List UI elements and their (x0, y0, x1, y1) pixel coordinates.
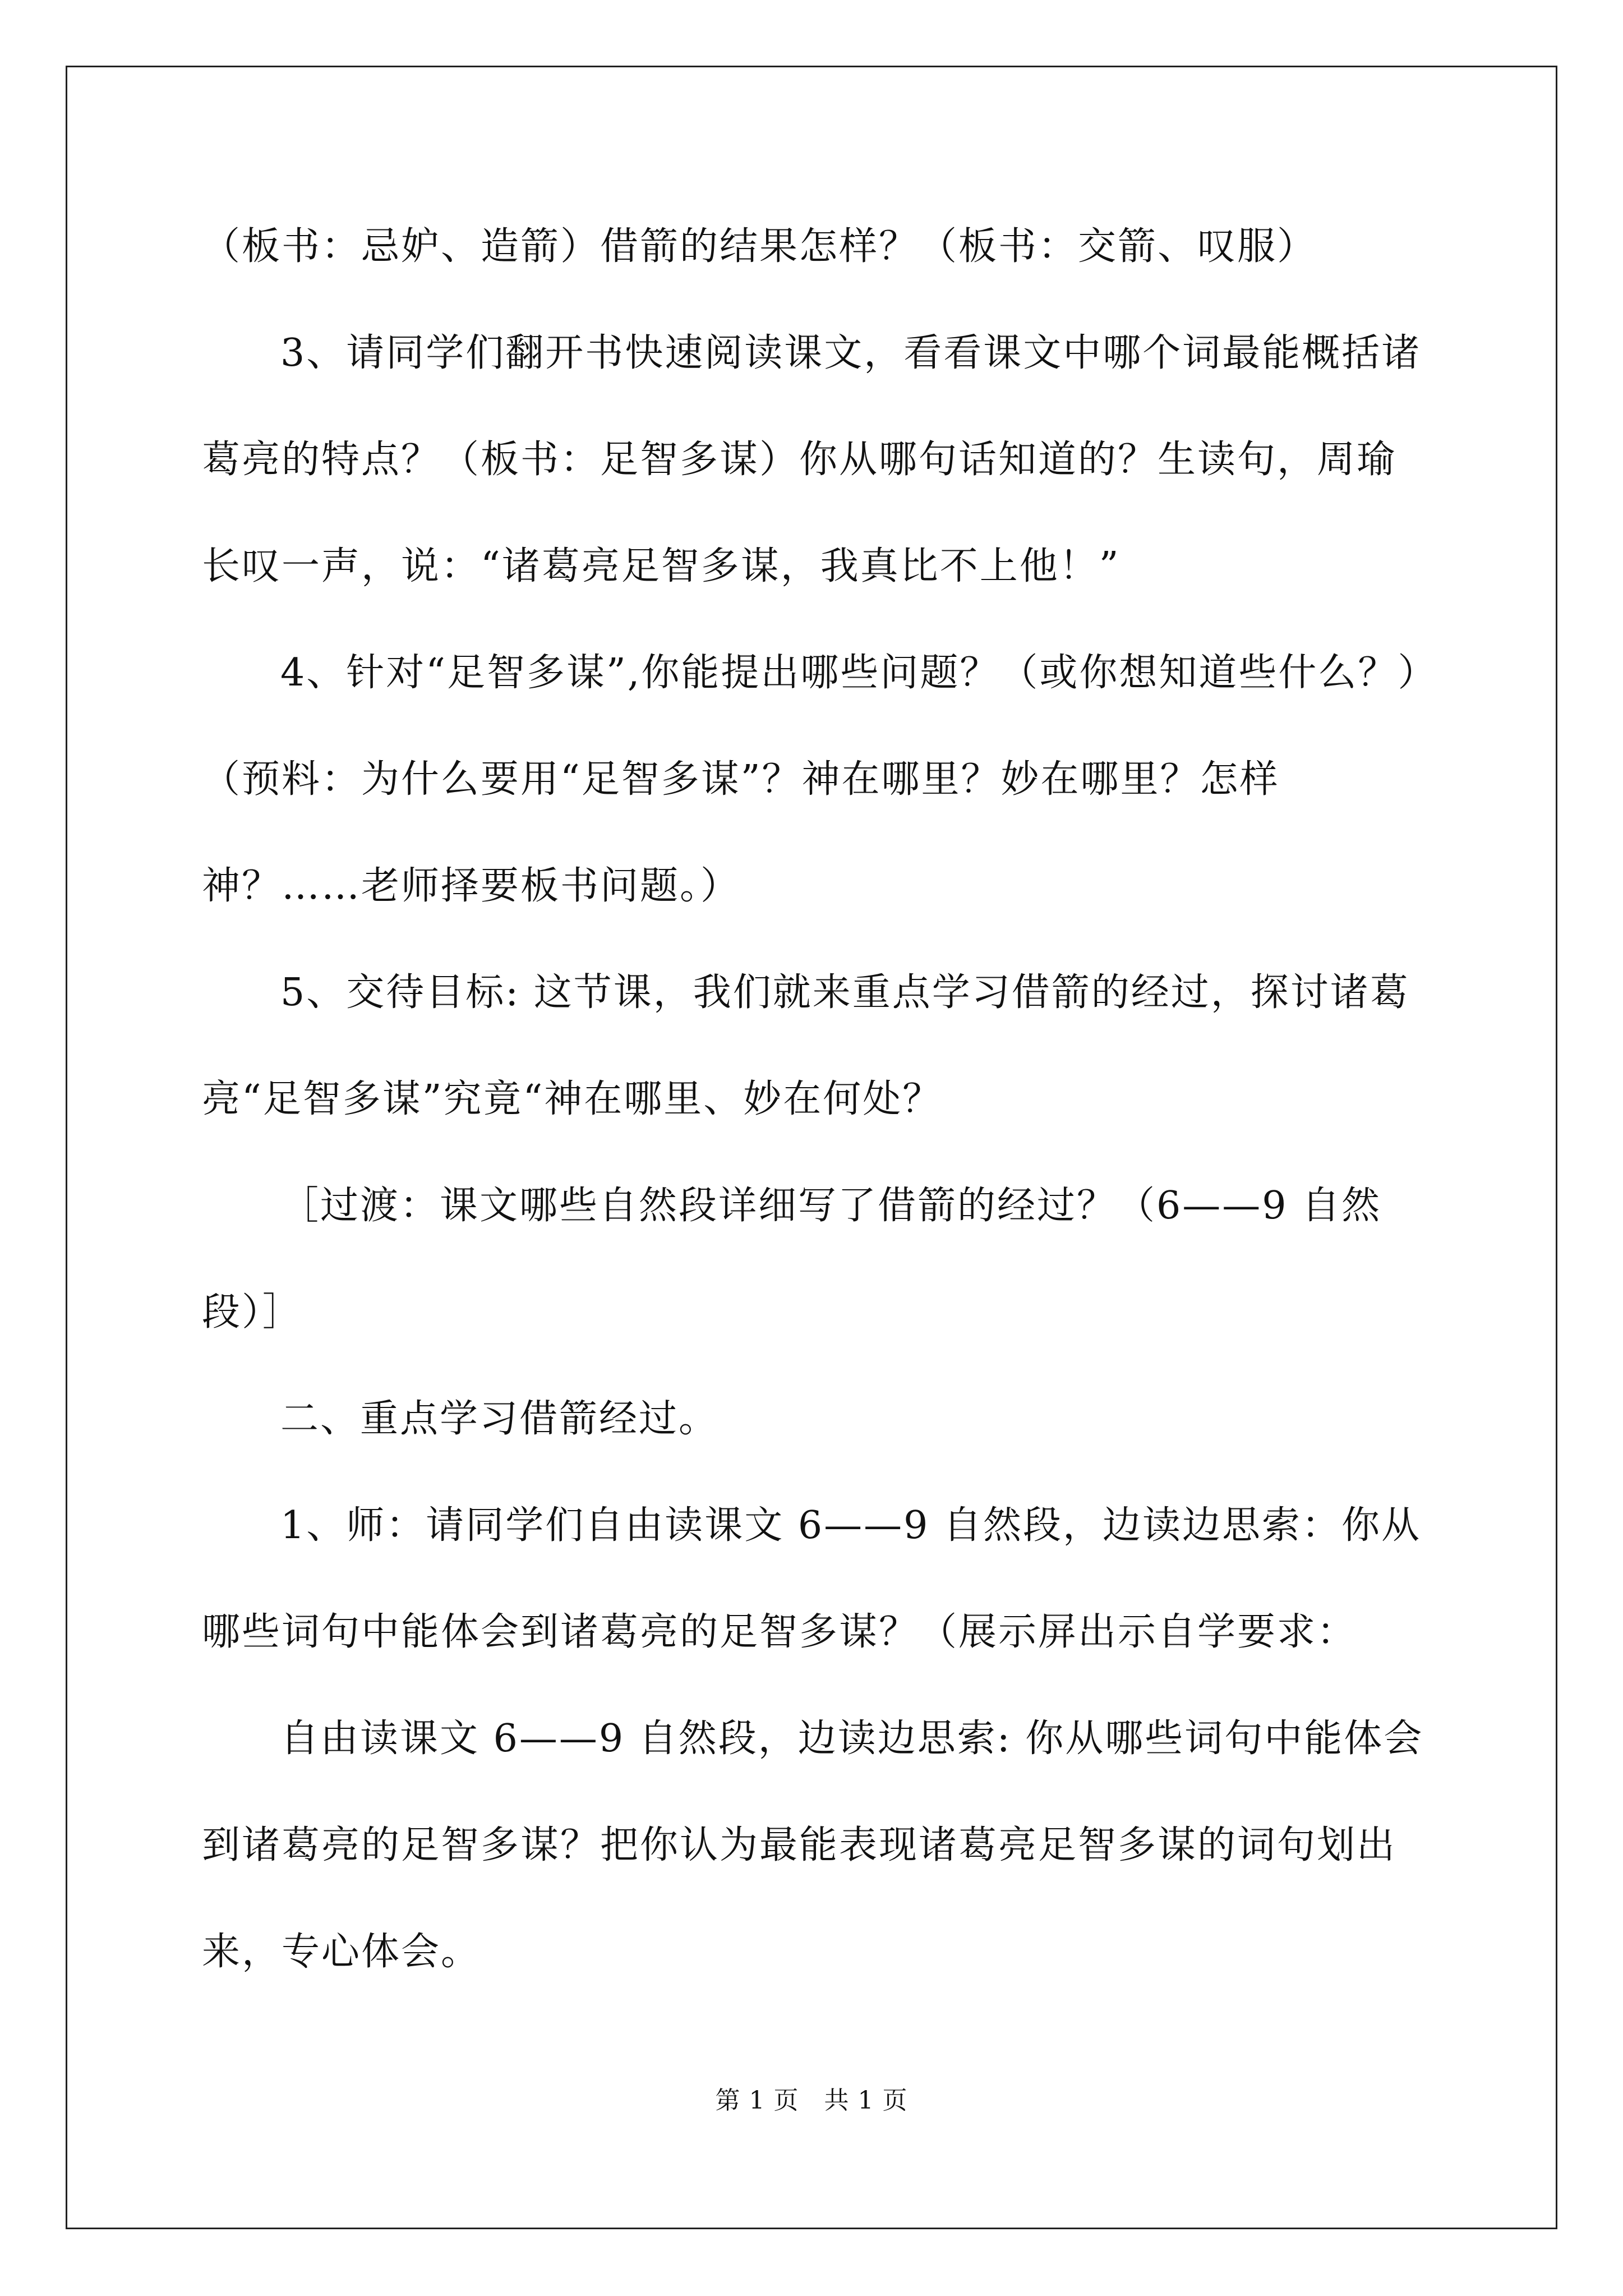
text-line: 自由读课文 6——9 自然段，边读边思索: 你从哪些词句中能体会 (280, 1717, 1424, 1761)
text-line: 1、师：请同学们自由读课文 6——9 自然段，边读边思索：你从 (280, 1503, 1422, 1548)
text-line: 来，专心体会。 (202, 1930, 481, 1974)
text-line: 3、请同学们翻开书快速阅读课文，看看课文中哪个词最能概括诸 (280, 331, 1422, 375)
text-line: （预料：为什么要用“足智多谋”？神在哪里？妙在哪里？怎样 (202, 757, 1280, 802)
text-line: 到诸葛亮的足智多谋？把你认为最能表现诸葛亮足智多谋的词句划出 (202, 1823, 1397, 1867)
text-line: 长叹一声，说：“诸葛亮足智多谋，我真比不上他！” (202, 544, 1121, 588)
text-line: 亮“足智多谋”究竟“神在哪里、妙在何处？ (202, 1077, 943, 1121)
section-heading: 二、重点学习借箭经过。 (280, 1397, 719, 1441)
document-body (202, 213, 1436, 2025)
text-line: 神？……老师择要板书问题。） (202, 864, 741, 908)
page-number: 第 1 页 共 1 页 (715, 2086, 908, 2115)
text-line: （板书：忌妒、造箭）借箭的结果怎样？（板书：交箭、叹服） (202, 224, 1317, 269)
text-line: ［过渡：课文哪些自然段详细写了借箭的经过？（6——9 自然 (280, 1184, 1382, 1228)
text-line: 段）］ (202, 1290, 303, 1335)
text-line: 哪些词句中能体会到诸葛亮的足智多谋？（展示屏出示自学要求： (202, 1610, 1357, 1654)
text-line: 4、针对“足智多谋”,你能提出哪些问题？（或你想知道些什么？） (280, 651, 1438, 695)
text-line: 5、交待目标: 这节课，我们就来重点学习借箭的经过，探讨诸葛 (280, 970, 1410, 1015)
text-line: 葛亮的特点？（板书：足智多谋）你从哪句话知道的？生读句，周瑜 (202, 438, 1397, 482)
